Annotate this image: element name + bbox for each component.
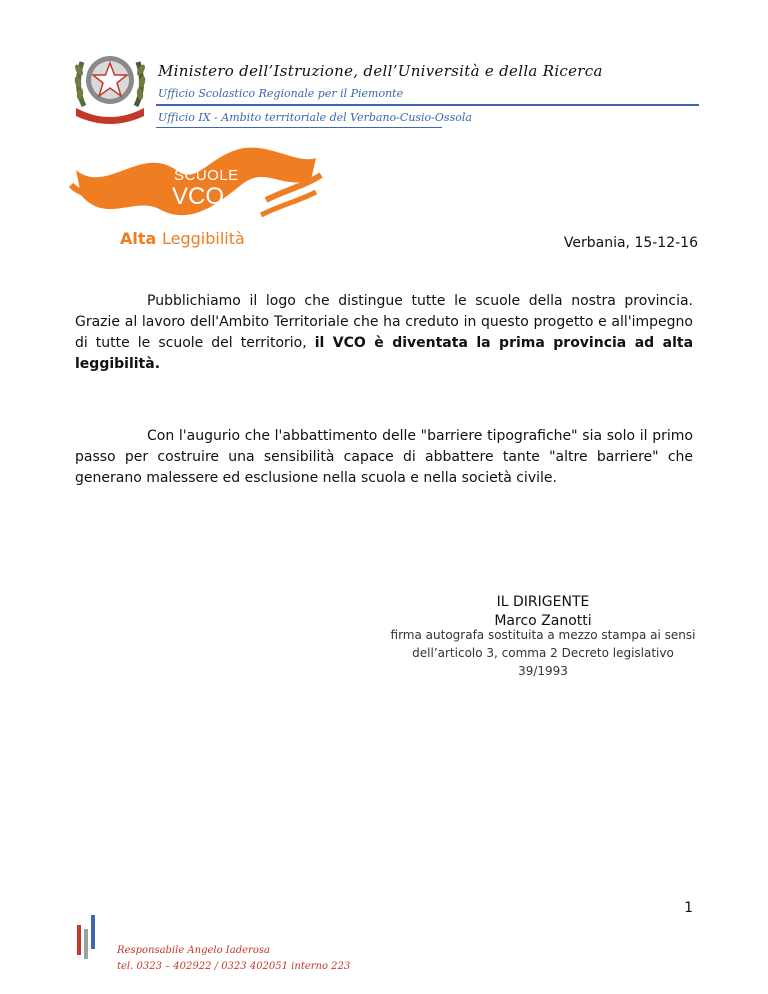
- footer-bars-icon: [76, 915, 102, 959]
- paragraph-2: Con l'augurio che l'abbattimento delle "barriere tipografiche" sia solo il primo passo per costruire una sensibilità capace di abbattere tante "altre barriere" che generano malessere ed esclusione nella scuola e nella società civile.: [75, 428, 693, 486]
- signature-name: Marco Zanotti: [494, 613, 592, 629]
- ambito-office: Ufficio IX - Ambito territoriale del Verbano-Cusio-Ossola: [158, 111, 472, 124]
- header-divider: [156, 104, 699, 106]
- ministry-title: Ministero dell’Istruzione, dell’Università e della Ricerca: [158, 62, 603, 80]
- paragraph-1: [75, 291, 693, 375]
- logo-leggibilita-text: Leggibilità: [162, 229, 245, 248]
- regional-office: Ufficio Scolastico Regionale per il Piemonte: [158, 87, 404, 100]
- paragraph-1-bold: il VCO è diventata la prima provincia ad alta leggibilità.: [75, 335, 694, 372]
- logo-scuole-text: SCUOLE: [174, 167, 239, 184]
- logo-alta-text: Alta: [120, 229, 157, 248]
- republic-emblem: [70, 46, 150, 124]
- footer-responsible: Responsabile Angelo Iaderosa: [117, 945, 270, 956]
- logo-vco-text: VCO: [172, 183, 225, 210]
- paragraph-1-text: Pubblichiamo il logo che distingue tutte le scuole della nostra provincia. Grazie al lavoro dell'Ambito Territoriale che ha creduto in questo progetto e all'impegno di tutte le scuole del territorio,: [75, 293, 693, 351]
- header-subdivider: [156, 127, 442, 128]
- page-number: 1: [684, 900, 693, 916]
- footer-phone: tel. 0323 – 402922 / 0323 402051 interno 223: [117, 961, 351, 972]
- signature-title: IL DIRIGENTE: [496, 594, 590, 610]
- scuole-vco-logo: [66, 140, 326, 250]
- document-date: Verbania, 15-12-16: [563, 235, 698, 251]
- signature-note: firma autografa sostituita a mezzo stampa ai sensi dell’articolo 3, comma 2 Decreto legislativo 39/1993: [390, 628, 696, 678]
